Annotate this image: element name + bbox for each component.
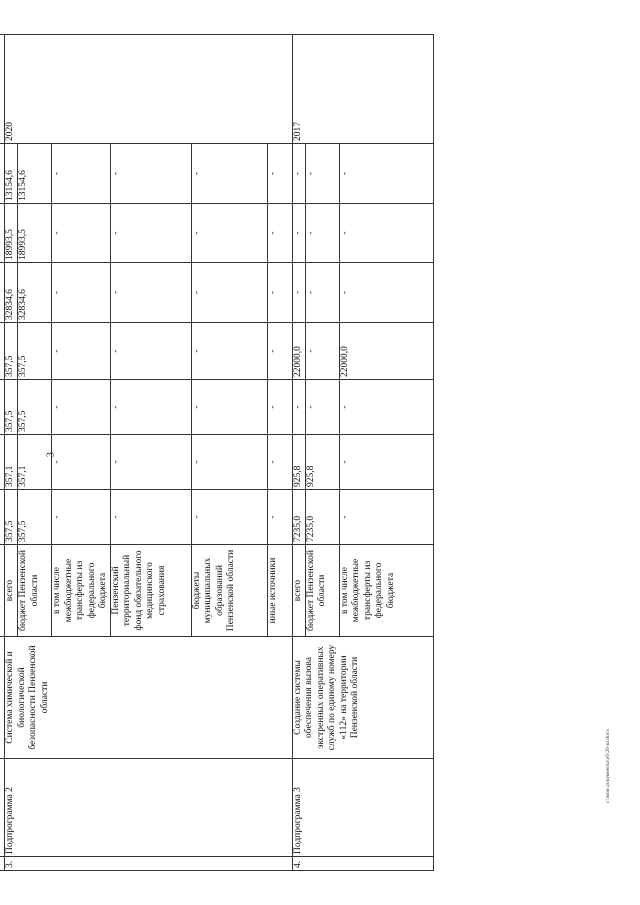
value-cell: 7235,0 [292,490,305,545]
row-number: 3. [5,857,293,871]
program-name: Подпрограмма 3 [292,759,433,857]
rotated-table-container [0,35,640,871]
value-cell: - [267,263,292,323]
value-cell: - [52,144,111,204]
value-cell: - [339,204,433,263]
value-cell: - [339,380,433,435]
value-cell: 357,5 [18,490,52,545]
value-cell: 357,1 [18,435,52,490]
value-cell: 32834,6 [5,263,18,323]
value-cell: 357,5 [18,380,52,435]
value-cell: - [339,263,433,323]
value-cell: 357,5 [5,490,18,545]
value-cell: - [292,263,305,323]
value-cell: 925,8 [305,435,339,490]
value-cell: 22000,0 [339,323,433,380]
source-label: всего [5,545,18,637]
value-cell: - [52,380,111,435]
value-cell: - [110,380,191,435]
source-label: бюджет Пензенской области [18,545,52,637]
year-cell: 2017 [292,35,433,144]
value-cell: - [267,323,292,380]
value-cell: - [305,323,339,380]
value-cell: - [52,263,111,323]
value-cell: - [267,204,292,263]
program-description: Система химической и биологической безопасности Пензенской области [5,637,293,759]
value-cell: - [292,144,305,204]
value-cell: - [292,204,305,263]
value-cell: 18993,5 [18,204,52,263]
value-cell: - [305,263,339,323]
value-cell: - [110,323,191,380]
value-cell: - [339,435,433,490]
value-cell: - [267,435,292,490]
value-cell: 32834,6 [18,263,52,323]
file-path-footer: c:\мои документы\уб\20-ш.docx [605,729,611,803]
value-cell: - [191,323,267,380]
value-cell: - [339,144,433,204]
value-cell: - [267,490,292,545]
source-label: бюджеты муниципальных образований Пензенской области [191,545,267,637]
source-label: в том числе межбюджетные трансферты из федерального бюджета [339,545,433,637]
value-cell: - [191,263,267,323]
value-cell: - [292,380,305,435]
value-cell: - [191,204,267,263]
table-row [5,35,18,871]
value-cell: - [110,144,191,204]
value-cell: - [339,490,433,545]
value-cell: - [191,144,267,204]
source-label: в том числе межбюджетные трансферты из федерального бюджета [52,545,111,637]
source-label: Пензенский территориальный фонд обязательного медицинского страхования [110,545,191,637]
value-cell: 357,5 [18,323,52,380]
value-cell: - [110,435,191,490]
value-cell: - [52,490,111,545]
value-cell: - [267,380,292,435]
value-cell: 18993,5 [5,204,18,263]
value-cell: - [110,263,191,323]
program-description: Создание системы обеспечения вызова экстренных оперативных служб по единому номеру «112» на территории Пензенской области [292,637,433,759]
year-cell: 2020 [5,35,293,144]
value-cell: 13154,6 [5,144,18,204]
value-cell: 357,5 [5,323,18,380]
value-cell: - [267,144,292,204]
value-cell: 357,5 [5,380,18,435]
value-cell: - [52,435,111,490]
value-cell: - [191,435,267,490]
program-name: Подпрограмма 2 [5,759,293,857]
source-label: иные источники [267,545,292,637]
value-cell: - [305,144,339,204]
table-row [292,35,305,871]
source-label: всего [292,545,305,637]
value-cell: - [191,380,267,435]
value-cell: 7235,0 [305,490,339,545]
value-cell: - [110,204,191,263]
value-cell: 925,8 [292,435,305,490]
program-funding-table [0,34,434,871]
value-cell: - [52,204,111,263]
value-cell: - [191,490,267,545]
value-cell: 357,1 [5,435,18,490]
value-cell: - [52,323,111,380]
value-cell: 13154,6 [18,144,52,204]
row-number: 4. [292,857,433,871]
value-cell: - [110,490,191,545]
page-number: 3 [45,452,57,457]
value-cell: - [305,380,339,435]
value-cell: - [305,204,339,263]
source-label: бюджет Пензенской области [305,545,339,637]
value-cell: 22000,0 [292,323,305,380]
